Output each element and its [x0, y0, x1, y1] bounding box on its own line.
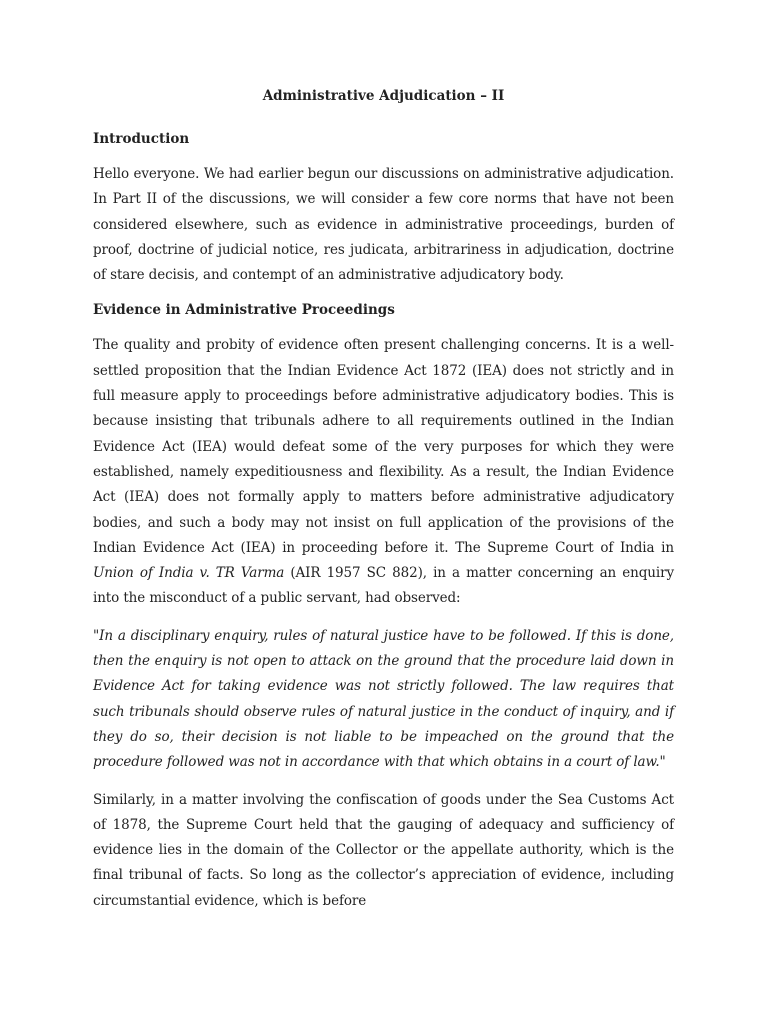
quote-close-mark: " — [659, 754, 666, 771]
document-title: Administrative Adjudication – II — [262, 88, 505, 104]
quoted-passage — [93, 624, 674, 776]
evidence-paragraph-text-1: The quality and probity of evidence often present challenging concerns. It is a well-settled proposition that the Indian Evidence Act 1872 (IEA) does not strictly and in full measure apply to proceedings before administrative adjudicatory bodies. This is because insisting that tribunals adhere to all requirements outlined in the Indian Evidence Act (IEA) would defeat some of the very purposes for which they were established, namely expeditiousness and flexibility. As a result, the Indian Evidence Act (IEA) does not formally apply to matters before administrative adjudicatory bodies, and such a body may not insist on full application of the provisions of the Indian Evidence Act (IEA) in proceeding before it. The Supreme Court of India in — [93, 337, 674, 556]
section-heading-introduction: Introduction — [93, 131, 190, 147]
quote-open-mark: " — [93, 627, 100, 644]
case-name: Union of India v. TR Varma — [93, 565, 285, 582]
quote-text: In a disciplinary enquiry, rules of natural justice have to be followed. If this is done, then the enquiry is not open to attack on the ground that the procedure laid down in Evidence Act for taking evidence was not strictly followed. The law requires that such tribunals should observe rules of natural justice in the conduct of inquiry, and if they do so, their decision is not liable to be impeached on the ground that the procedure followed was not in accordance with that which obtains in a court of law. — [93, 627, 674, 771]
document-page — [93, 86, 674, 926]
customs-paragraph: Similarly, in a matter involving the confiscation of goods under the Sea Customs Act of 1878, the Supreme Court held that the gauging of adequacy and sufficiency of evidence lies in the domain of the Collector or the appellate authority, which is the final tribunal of facts. So long as the collector’s appreciation of evidence, including circumstantial evidence, which is before — [93, 791, 674, 909]
evidence-paragraph — [93, 333, 674, 611]
intro-paragraph: Hello everyone. We had earlier begun our discussions on administrative adjudication. In Part II of the discussions, we will consider a few core norms that have not been considered elsewhere, such as evidence in administrative proceedings, burden of proof, doctrine of judicial notice, res judicata, arbitrariness in adjudication, doctrine of stare decisis, and contempt of an administrative adjudicatory body. — [93, 166, 674, 284]
section-heading-evidence: Evidence in Administrative Proceedings — [93, 302, 395, 319]
evidence-paragraph-text-2: (AIR 1957 SC 882), in a matter concerning an enquiry into the misconduct of a public servant, had observed: — [93, 565, 674, 607]
